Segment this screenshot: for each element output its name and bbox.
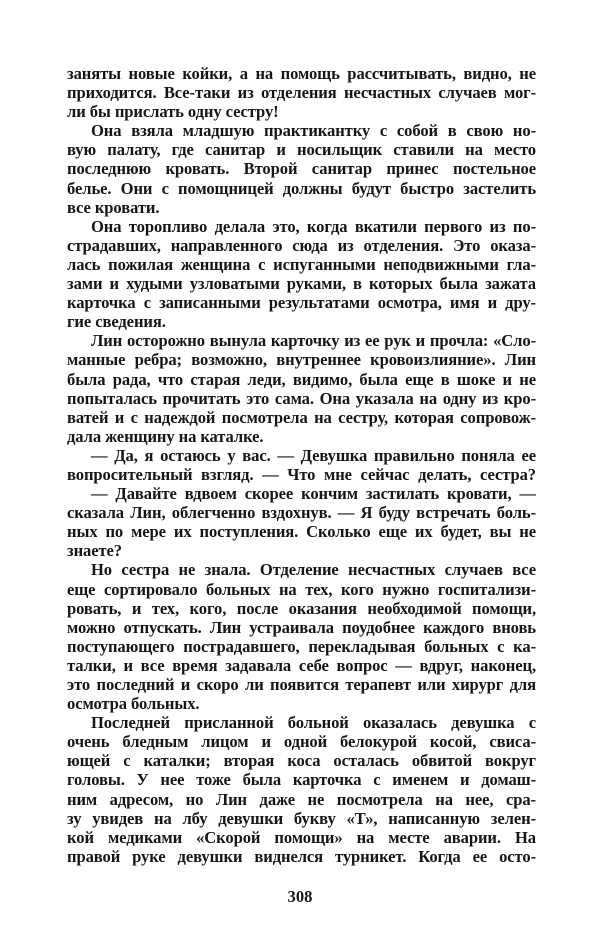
text-line: вопросительный взгляд. — Что мне сейчас делать, сестра? bbox=[67, 464, 536, 484]
text-line: Последней присланной больной оказалась девушка с bbox=[91, 713, 536, 733]
paragraph bbox=[67, 331, 536, 446]
page-number: 308 bbox=[287, 887, 313, 906]
text-line: поступающего пострадавшего, перекладывая больных с ка- bbox=[67, 636, 536, 656]
paragraph bbox=[67, 560, 536, 713]
paragraph bbox=[67, 713, 536, 866]
text-line: — Давайте вдвоем скорее кончим застилать кровати, — bbox=[91, 484, 536, 504]
text-line: вую палату, где санитар и носильщик ставили на место bbox=[67, 140, 536, 160]
text-line: Но сестра не знала. Отделение несчастных случаев все bbox=[91, 560, 536, 580]
text-line: заняты новые койки, а на помощь рассчитывать, видно, не bbox=[67, 64, 536, 83]
text-line: была рада, что старая леди, видимо, была еще в шоке и не bbox=[67, 369, 536, 389]
text-line: сказала Лин, облегченно вздохнув. — Я буду встречать боль- bbox=[67, 503, 536, 523]
text-line: белье. Они с помощницей должны будут быстро застелить bbox=[67, 178, 536, 198]
page-body-text bbox=[67, 64, 536, 866]
paragraph bbox=[67, 217, 536, 332]
paragraph bbox=[67, 121, 536, 216]
text-line: еще сортировало больных на тех, кого нужно госпитализи- bbox=[67, 579, 536, 599]
text-line: осмотра больных. bbox=[67, 694, 200, 714]
text-line: ним адресом, но Лин даже не посмотрела на нее, сра- bbox=[67, 789, 536, 809]
text-line: карточка с записанными результатами осмотра, имя и дру- bbox=[67, 293, 536, 313]
text-line: дала женщину на каталке. bbox=[67, 426, 264, 446]
text-line: приходится. Все-таки из отделения несчастных случаев мог- bbox=[67, 83, 536, 103]
text-line: лась пожилая женщина с испуганными неподвижными гла- bbox=[67, 254, 536, 274]
text-line: — Да, я остаюсь у вас. — Девушка правильно поняла ее bbox=[91, 445, 536, 465]
text-line: это последний и скоро ли появится терапевт или хирург для bbox=[67, 675, 536, 694]
text-line: ющей с каталки; вторая коса осталась обвитой вокруг bbox=[67, 751, 536, 771]
text-line: правой руке девушки виднелся турникет. Когда ее осто- bbox=[67, 846, 536, 866]
text-line: зу увидев на лбу девушки букву «Т», написанную зелен- bbox=[67, 808, 536, 828]
text-line: попыталась прочитать это сама. Она указала на одну из кро- bbox=[67, 388, 536, 408]
text-line: манные ребра; возможно, внутреннее кровоизлияние». Лин bbox=[67, 350, 536, 370]
text-line: последнюю кровать. Второй санитар принес постельное bbox=[67, 159, 536, 179]
text-line: ли бы прислать одну сестру! bbox=[67, 102, 279, 122]
text-line: кой медиками «Скорой помощи» на месте аварии. На bbox=[67, 827, 536, 847]
text-line: знаете? bbox=[67, 541, 123, 561]
text-line: Она торопливо делала это, когда вкатили первого из по- bbox=[91, 216, 536, 236]
text-line: все кровати. bbox=[67, 197, 160, 217]
text-line: можно отпускать. Лин устраивала поудобнее каждого вновь bbox=[67, 617, 536, 637]
text-line: головы. У нее тоже была карточка с именем и домаш- bbox=[67, 770, 536, 790]
paragraph bbox=[67, 64, 536, 121]
text-line: очень бледным лицом и одной белокурой косой, свиса- bbox=[67, 732, 536, 752]
paragraph bbox=[67, 484, 536, 560]
text-line: талки, и все время задавала себе вопрос — вдруг, наконец, bbox=[67, 655, 536, 675]
text-line: гие сведения. bbox=[67, 312, 166, 332]
paragraph bbox=[67, 446, 536, 484]
text-line: ровать, и тех, кого, после оказания необходимой помощи, bbox=[67, 598, 536, 618]
text-line: ватей и с надеждой посмотрела на сестру, которая сопровож- bbox=[67, 407, 536, 427]
text-line: Она взяла младшую практикантку с собой в свою но- bbox=[91, 121, 536, 141]
text-line: ных по мере их поступления. Сколько еще их будет, вы не bbox=[67, 522, 536, 542]
text-line: страдавших, направленного сюда из отделения. Это оказа- bbox=[67, 235, 536, 255]
text-line: зами и худыми узловатыми руками, в которых была зажата bbox=[67, 274, 536, 294]
text-line: Лин осторожно вынула карточку из ее рук и прочла: «Сло- bbox=[91, 331, 536, 351]
